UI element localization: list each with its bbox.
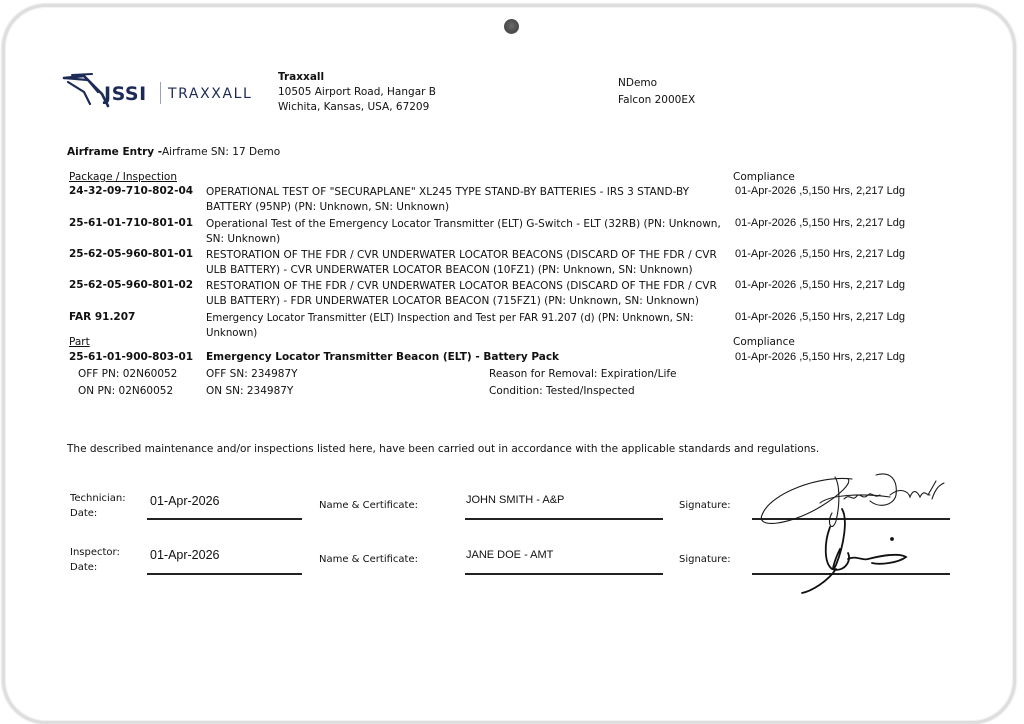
- inspector-date-label: Date:: [70, 562, 98, 573]
- company-address-line1: 10505 Airport Road, Hangar B: [278, 86, 436, 98]
- part-code: 25-61-01-900-803-01: [69, 351, 194, 363]
- airframe-sn: Airframe SN: 17 Demo: [162, 146, 281, 158]
- inspector-name: JANE DOE - AMT: [466, 549, 554, 561]
- inspection-description: RESTORATION OF THE FDR / CVR UNDERWATER LOCATOR BEACONS (DISCARD OF THE FDR / CVR ULB BATTERY) - CVR UNDERWATER LOCATOR BEACON (10FZ1) (PN: Unknown, SN: Unknown): [206, 249, 717, 276]
- technician-name-label: Name & Certificate:: [319, 500, 418, 511]
- on-sn: ON SN: 234987Y: [206, 385, 294, 397]
- inspector-name-label: Name & Certificate:: [319, 554, 418, 565]
- inspector-date: 01-Apr-2026: [150, 548, 220, 562]
- inspection-code: 24-32-09-710-802-04: [69, 185, 194, 197]
- technician-date: 01-Apr-2026: [150, 494, 220, 508]
- off-pn: OFF PN: 02N60052: [78, 368, 178, 380]
- inspection-compliance: 01-Apr-2026 ,5,150 Hrs, 2,217 Ldg: [735, 311, 906, 323]
- off-sn: OFF SN: 234987Y: [206, 368, 298, 380]
- inspection-code: 25-61-01-710-801-01: [69, 217, 194, 229]
- compliance-header: Compliance: [733, 171, 795, 183]
- inspection-code: 25-62-05-960-801-02: [69, 279, 194, 291]
- inspection-code: 25-62-05-960-801-01: [69, 248, 194, 260]
- inspector-label: Inspector:: [70, 547, 120, 558]
- logo-divider: [160, 82, 161, 104]
- inspection-description: Emergency Locator Transmitter (ELT) Inspection and Test per FAR 91.207 (d) (PN: Unknown, SN: Unknown): [206, 313, 694, 339]
- technician-date-label: Date:: [70, 508, 98, 519]
- entry-title: Airframe Entry -: [67, 146, 163, 158]
- on-pn: ON PN: 02N60052: [78, 385, 174, 397]
- inspector-signature-label: Signature:: [679, 554, 731, 565]
- part-description: Emergency Locator Transmitter Beacon (ELT) - Battery Pack: [206, 351, 560, 363]
- technician-signature-label: Signature:: [679, 500, 731, 511]
- inspector-name-line: [465, 573, 663, 575]
- inspection-compliance: 01-Apr-2026 ,5,150 Hrs, 2,217 Ldg: [735, 248, 906, 260]
- technician-date-line: [147, 518, 302, 520]
- technician-name-line: [465, 518, 663, 520]
- removal-reason: Reason for Removal: Expiration/Life: [489, 368, 677, 380]
- inspection-compliance: 01-Apr-2026 ,5,150 Hrs, 2,217 Ldg: [735, 185, 906, 197]
- part-condition: Condition: Tested/Inspected: [489, 385, 635, 397]
- inspection-description: Operational Test of the Emergency Locator Transmitter (ELT) G-Switch - ELT (32RB) (PN: Unknown, SN: Unknown): [206, 218, 721, 245]
- aircraft-model: Falcon 2000EX: [618, 94, 696, 106]
- inspection-description: OPERATIONAL TEST OF "SECURAPLANE" XL245 TYPE STAND-BY BATTERIES - IRS 3 STAND-BY BATTERY (95NP) (PN: Unknown, SN: Unknown): [206, 186, 690, 213]
- inspection-description: RESTORATION OF THE FDR / CVR UNDERWATER LOCATOR BEACONS (DISCARD OF THE FDR / CVR ULB BATTERY) - FDR UNDERWATER LOCATOR BEACON (715FZ1) (PN: Unknown, SN: Unknown): [206, 280, 717, 307]
- part-header: Part: [69, 336, 90, 348]
- inspection-compliance: 01-Apr-2026 ,5,150 Hrs, 2,217 Ldg: [735, 217, 906, 229]
- compliance-statement: The described maintenance and/or inspections listed here, have been carried out in accordance with the applicable standards and regulations.: [67, 443, 820, 455]
- logo-brand: TRAXXALL: [168, 86, 253, 102]
- part-compliance-header: Compliance: [733, 336, 795, 348]
- technician-label: Technician:: [70, 493, 126, 504]
- inspector-signature: [802, 509, 906, 593]
- inspection-code: FAR 91.207: [69, 311, 136, 323]
- aircraft-registration: NDemo: [618, 77, 658, 89]
- inspection-compliance: 01-Apr-2026 ,5,150 Hrs, 2,217 Ldg: [735, 279, 906, 291]
- technician-name: JOHN SMITH - A&P: [466, 494, 565, 506]
- package-inspection-header: Package / Inspection: [69, 171, 177, 183]
- logo-mark: JSSI: [104, 83, 147, 105]
- technician-signature: [761, 474, 944, 527]
- company-address-line2: Wichita, Kansas, USA, 67209: [278, 101, 430, 113]
- inspector-date-line: [147, 573, 302, 575]
- signature-drawings: [740, 465, 960, 600]
- company-name: Traxxall: [278, 71, 325, 83]
- part-compliance: 01-Apr-2026 ,5,150 Hrs, 2,217 Ldg: [735, 351, 906, 363]
